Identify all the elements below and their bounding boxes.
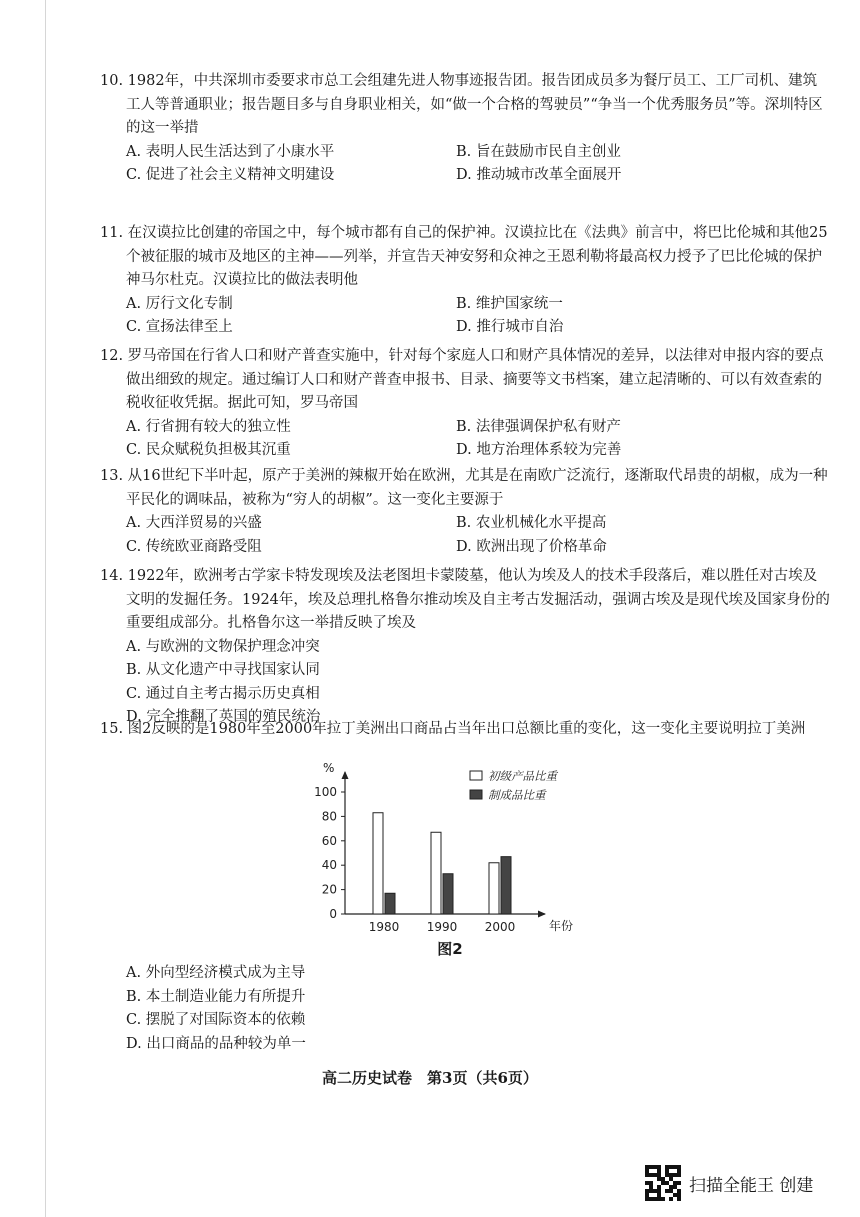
question-stem: 14. 1922年，欧洲考古学家卡特发现埃及法老图坦卡蒙陵墓，他认为埃及人的技术手段落后，难以胜任对古埃及文明的发掘任务。1924年，埃及总理扎格鲁尔推动埃及自主考古发掘活动，强调古埃及是现代埃及国家身份的重要组成部分。扎格鲁尔这一举措反映了埃及 xyxy=(100,568,830,631)
bar-manufactured-goods xyxy=(443,874,453,914)
option-b: B. 本土制造业能力有所提升 xyxy=(126,988,306,1005)
legend-label: 制成品比重 xyxy=(488,788,546,802)
y-tick-label: 0 xyxy=(329,907,337,921)
bar-primary-products xyxy=(489,863,499,914)
question-options xyxy=(100,141,830,188)
x-tick-label: 1990 xyxy=(426,920,458,934)
question-stem: 15. 图2反映的是1980年至2000年拉丁美洲出口商品占当年出口总额比重的变化，这一变化主要说明拉丁美洲 xyxy=(100,721,806,737)
qr-code-icon xyxy=(645,1165,681,1201)
x-axis-arrow xyxy=(538,911,546,918)
question-options xyxy=(100,636,830,730)
scanner-label: 扫描全能王 创建 xyxy=(689,1175,814,1196)
y-axis-label: % xyxy=(323,761,335,775)
question-options xyxy=(100,962,830,1056)
question-stem: 13. 从16世纪下半叶起，原产于美洲的辣椒开始在欧洲，尤其是在南欧广泛流行，逐渐取代昂贵的胡椒，成为一种平民化的调味品，被称为“穷人的胡椒”。这一变化主要源于 xyxy=(100,468,828,508)
option-c: C. 民众赋税负担极其沉重 xyxy=(126,442,291,458)
question-15-options xyxy=(100,962,830,1056)
figure-caption: 图2 xyxy=(437,940,463,958)
option-a: A. 表明人民生活达到了小康水平 xyxy=(126,143,335,160)
question-options xyxy=(100,416,830,463)
qr-module xyxy=(677,1197,681,1201)
x-tick-label: 1980 xyxy=(368,920,400,934)
option-d: D. 推动城市改革全面展开 xyxy=(456,167,622,183)
bar-manufactured-goods xyxy=(501,857,511,914)
question-15 xyxy=(100,718,830,742)
option-a: A. 厉行文化专制 xyxy=(126,295,233,312)
y-tick-label: 60 xyxy=(321,833,337,848)
option-d: D. 地方治理体系较为完善 xyxy=(456,442,622,458)
x-axis-label: 年份 xyxy=(549,919,574,933)
question-14 xyxy=(100,565,830,730)
option-a: A. 与欧洲的文物保护理念冲突 xyxy=(126,638,320,655)
option-b: B. 法律强调保护私有财产 xyxy=(456,418,621,435)
question-stem: 12. 罗马帝国在行省人口和财产普查实施中，针对每个家庭人口和财产具体情况的差异，以法律对申报内容的要点做出细致的规定。通过编订人口和财产普查申报书、目录、摘要等文书档案，建立起清晰的、可以有效查索的税收征收凭据。据此可知，罗马帝国 xyxy=(100,348,824,411)
option-c: C. 传统欧亚商路受阻 xyxy=(126,538,262,555)
question-10 xyxy=(100,70,830,188)
legend-swatch xyxy=(470,771,482,780)
option-b: B. 旨在鼓励市民自主创业 xyxy=(456,143,621,160)
option-c: C. 通过自主考古揭示历史真相 xyxy=(126,685,320,702)
question-12 xyxy=(100,345,830,463)
binding-line xyxy=(45,0,46,1217)
option-a: A. 行省拥有较大的独立性 xyxy=(126,418,291,435)
export-share-chart xyxy=(300,758,600,958)
option-c: C. 促进了社会主义精神文明建设 xyxy=(126,167,335,183)
option-a: A. 外向型经济模式成为主导 xyxy=(126,965,306,981)
question-11 xyxy=(100,222,830,340)
bar-primary-products xyxy=(431,832,441,914)
option-a: A. 大西洋贸易的兴盛 xyxy=(126,515,262,531)
option-c: C. 摆脱了对国际资本的依赖 xyxy=(126,1012,306,1028)
question-stem: 10. 1982年，中共深圳市委要求市总工会组建先进人物事迹报告团。报告团成员多为餐厅员工、工厂司机、建筑工人等普通职业；报告题目多与自身职业相关，如“做一个合格的驾驶员”“争当一个优秀服务员”等。深圳特区的这一举措 xyxy=(100,73,823,136)
y-tick-label: 40 xyxy=(321,858,337,873)
option-d: D. 完全推翻了英国的殖民统治 xyxy=(126,709,321,725)
legend-label: 初级产品比重 xyxy=(488,769,557,783)
option-b: B. 维护国家统一 xyxy=(456,295,563,312)
y-axis-arrow xyxy=(342,771,349,779)
option-b: B. 农业机械化水平提高 xyxy=(456,515,607,531)
question-13 xyxy=(100,465,830,559)
page-footer: 高二历史试卷 第3页（共6页） xyxy=(322,1069,538,1087)
option-d: D. 欧洲出现了价格革命 xyxy=(456,538,607,555)
option-b: B. 从文化遗产中寻找国家认同 xyxy=(126,662,320,678)
option-d: D. 出口商品的品种较为单一 xyxy=(126,1035,306,1052)
y-tick-label: 20 xyxy=(321,882,337,897)
bar-chart-svg xyxy=(300,758,600,938)
option-d: D. 推行城市自治 xyxy=(456,319,564,335)
scanner-watermark xyxy=(645,1165,813,1201)
y-tick-label: 80 xyxy=(321,809,337,824)
question-stem: 11. 在汉谟拉比创建的帝国之中，每个城市都有自己的保护神。汉谟拉比在《法典》前言中，将巴比伦城和其他25个被征服的城市及地区的主神——列举，并宣告天神安努和众神之王恩利勒将最高权力授予了巴比伦城的保护神马尔杜克。汉谟拉比的做法表明他 xyxy=(100,225,828,288)
option-c: C. 宣扬法律至上 xyxy=(126,319,233,335)
bar-primary-products xyxy=(373,813,383,914)
y-tick-label: 100 xyxy=(314,785,337,799)
question-options xyxy=(100,512,830,559)
bar-manufactured-goods xyxy=(385,893,395,914)
question-options xyxy=(100,293,830,340)
legend-swatch xyxy=(470,790,482,799)
x-tick-label: 2000 xyxy=(484,920,516,934)
